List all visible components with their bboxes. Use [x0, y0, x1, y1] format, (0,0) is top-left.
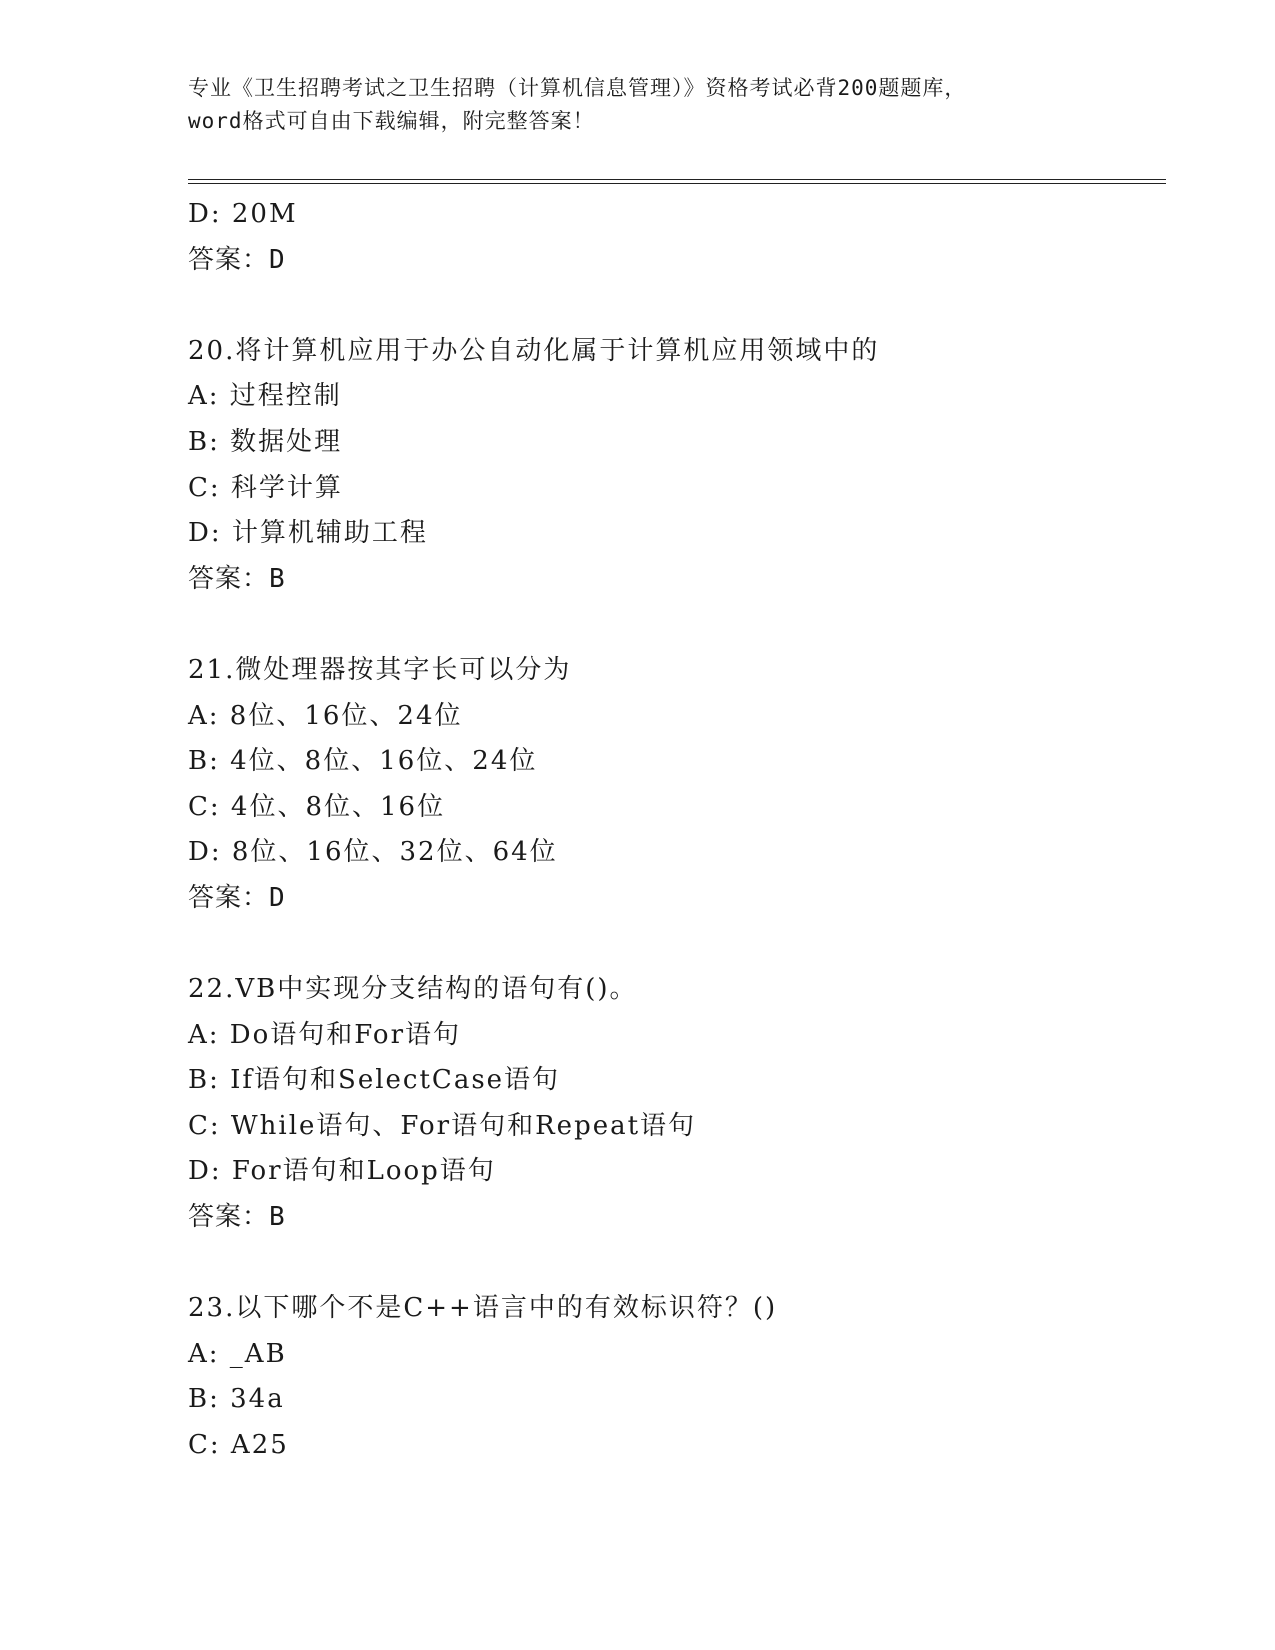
- option-b: B: 34a: [188, 1384, 285, 1415]
- option-d: D: 计算机辅助工程: [188, 518, 428, 549]
- option-a: A: 过程控制: [188, 381, 342, 412]
- header-divider-bottom: [188, 183, 1166, 184]
- carryover-question: [188, 192, 1166, 283]
- question-22: [188, 967, 1166, 1241]
- question-21: [188, 648, 1166, 922]
- question-stem: 21.微处理器按其字长可以分为: [188, 654, 572, 685]
- answer-line: 答案：D: [188, 244, 286, 275]
- question-list: [188, 192, 1166, 1469]
- option-c: C: While语句、For语句和Repeat语句: [188, 1110, 697, 1141]
- spacer: [188, 922, 1166, 968]
- question-20: [188, 329, 1166, 603]
- question-stem: 23.以下哪个不是C++语言中的有效标识符？(): [188, 1293, 778, 1324]
- header-divider-top: [188, 179, 1166, 180]
- question-stem: 22.VB中实现分支结构的语句有()。: [188, 974, 638, 1005]
- option-b: B: If语句和SelectCase语句: [188, 1065, 561, 1096]
- option-a: A: 8位、16位、24位: [188, 700, 463, 731]
- header-title-line-2: word格式可自由下载编辑，附完整答案！: [188, 109, 595, 133]
- spacer: [188, 283, 1166, 329]
- question-23: [188, 1286, 1166, 1468]
- option-d: D: 20M: [188, 199, 298, 229]
- option-d: D: For语句和Loop语句: [188, 1156, 496, 1187]
- option-d: D: 8位、16位、32位、64位: [188, 837, 558, 868]
- option-b: B: 数据处理: [188, 426, 343, 457]
- answer-line: 答案：B: [188, 1202, 286, 1233]
- question-stem: 20.将计算机应用于办公自动化属于计算机应用领域中的: [188, 335, 880, 366]
- option-a: A: _AB: [188, 1338, 287, 1369]
- answer-line: 答案：B: [188, 563, 286, 594]
- option-c: C: A25: [188, 1430, 289, 1461]
- option-c: C: 科学计算: [188, 472, 343, 503]
- answer-line: 答案：D: [188, 882, 286, 913]
- option-c: C: 4位、8位、16位: [188, 791, 446, 822]
- option-b: B: 4位、8位、16位、24位: [188, 746, 538, 777]
- spacer: [188, 602, 1166, 648]
- option-a: A: Do语句和For语句: [188, 1019, 462, 1050]
- header-title-line-1: 专业《卫生招聘考试之卫生招聘（计算机信息管理）》资格考试必背200题题库，: [188, 76, 967, 100]
- document-header: [188, 72, 1088, 138]
- spacer: [188, 1241, 1166, 1287]
